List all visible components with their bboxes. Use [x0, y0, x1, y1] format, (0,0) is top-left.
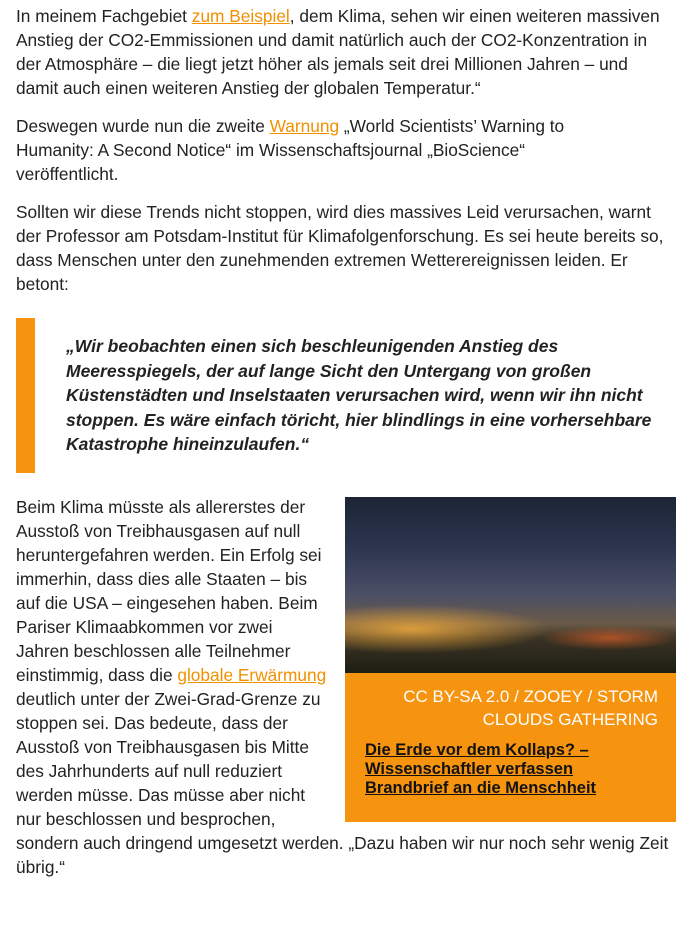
image-figure — [345, 497, 676, 822]
text: Beim Klima müsste als allererstes der Ausstoß von Treibhausgasen auf null heruntergefahren werden. Ein Erfolg sei immerhin, dass dies alle Staaten – bis auf die USA – eingesehen haben. Beim Pariser Klimaabkommen vor zwei Jahren beschlossen alle Teilnehmer einstimmig, dass die — [16, 496, 322, 685]
text: In meinem Fachgebiet — [16, 6, 192, 26]
text: , dem Klima, sehen wir einen weiteren massiven Anstieg der CO2-Emmissionen und damit natürlich auch der CO2-Konzentration in der Atmosphäre – die liegt jetzt höher als jemals seit drei Millionen Jahren – und damit auch einen weiteren Anstieg der globalen Temperatur.“ — [16, 6, 660, 98]
link-zum-beispiel[interactable]: zum Beispiel — [191, 6, 290, 26]
related-article-link[interactable]: Die Erde vor dem Kollaps? – Wissenschaftler verfassen Brandbrief an die Menschheit — [365, 740, 597, 797]
text: deutlich unter der Zwei-Grad-Grenze zu stoppen sei. Das bedeute, dass der Ausstoß von Treibhausgasen bis Mitte des Jahrhunderts auf null reduziert werden müsse. Das müsse aber nicht nur beschlossen und besprochen, sondern auch dringend umgesetzt werden. „Dazu haben wir nur noch sehr wenig Zeit übrig.“ — [16, 688, 669, 877]
link-warnung[interactable]: Warnung — [269, 116, 340, 136]
paragraph — [16, 114, 673, 186]
paragraph: Sollten wir diese Trends nicht stoppen, wird dies massives Leid verursachen, warnt der Professor am Potsdam-Institut für Klimafolgenforschung. Es sei heute bereits so, dass Menschen unter den zunehmenden extremen Wetterereignissen leiden. Er betont: — [16, 202, 664, 294]
storm-clouds-image — [345, 497, 676, 673]
blockquote — [16, 318, 673, 473]
text: Deswegen wurde nun die zweite — [16, 116, 270, 136]
quote-accent-bar — [16, 318, 35, 473]
quote-text: „Wir beobachten einen sich beschleunigenden Anstieg des Meeresspiegels, der auf lange Sicht den Untergang von großen Küstenstädten und Inselstaaten verursachen wird, wenn wir ihn nicht stoppen. Es wäre einfach töricht, hier blindlings in eine vorhersehbare Katastrophe hineinzulaufen.“ — [66, 336, 652, 454]
image-credit: CC BY-SA 2.0 / ZOOEY / STORM CLOUDS GATHERING — [403, 686, 658, 729]
paragraph — [16, 4, 673, 100]
link-globale-erwaermung[interactable]: globale Erwärmung — [177, 664, 327, 685]
text: „World Scientists’ Warning to Humanity: A Second Notice“ im Wissenschaftsjournal „BioScience“ veröffentlicht. — [16, 116, 565, 184]
